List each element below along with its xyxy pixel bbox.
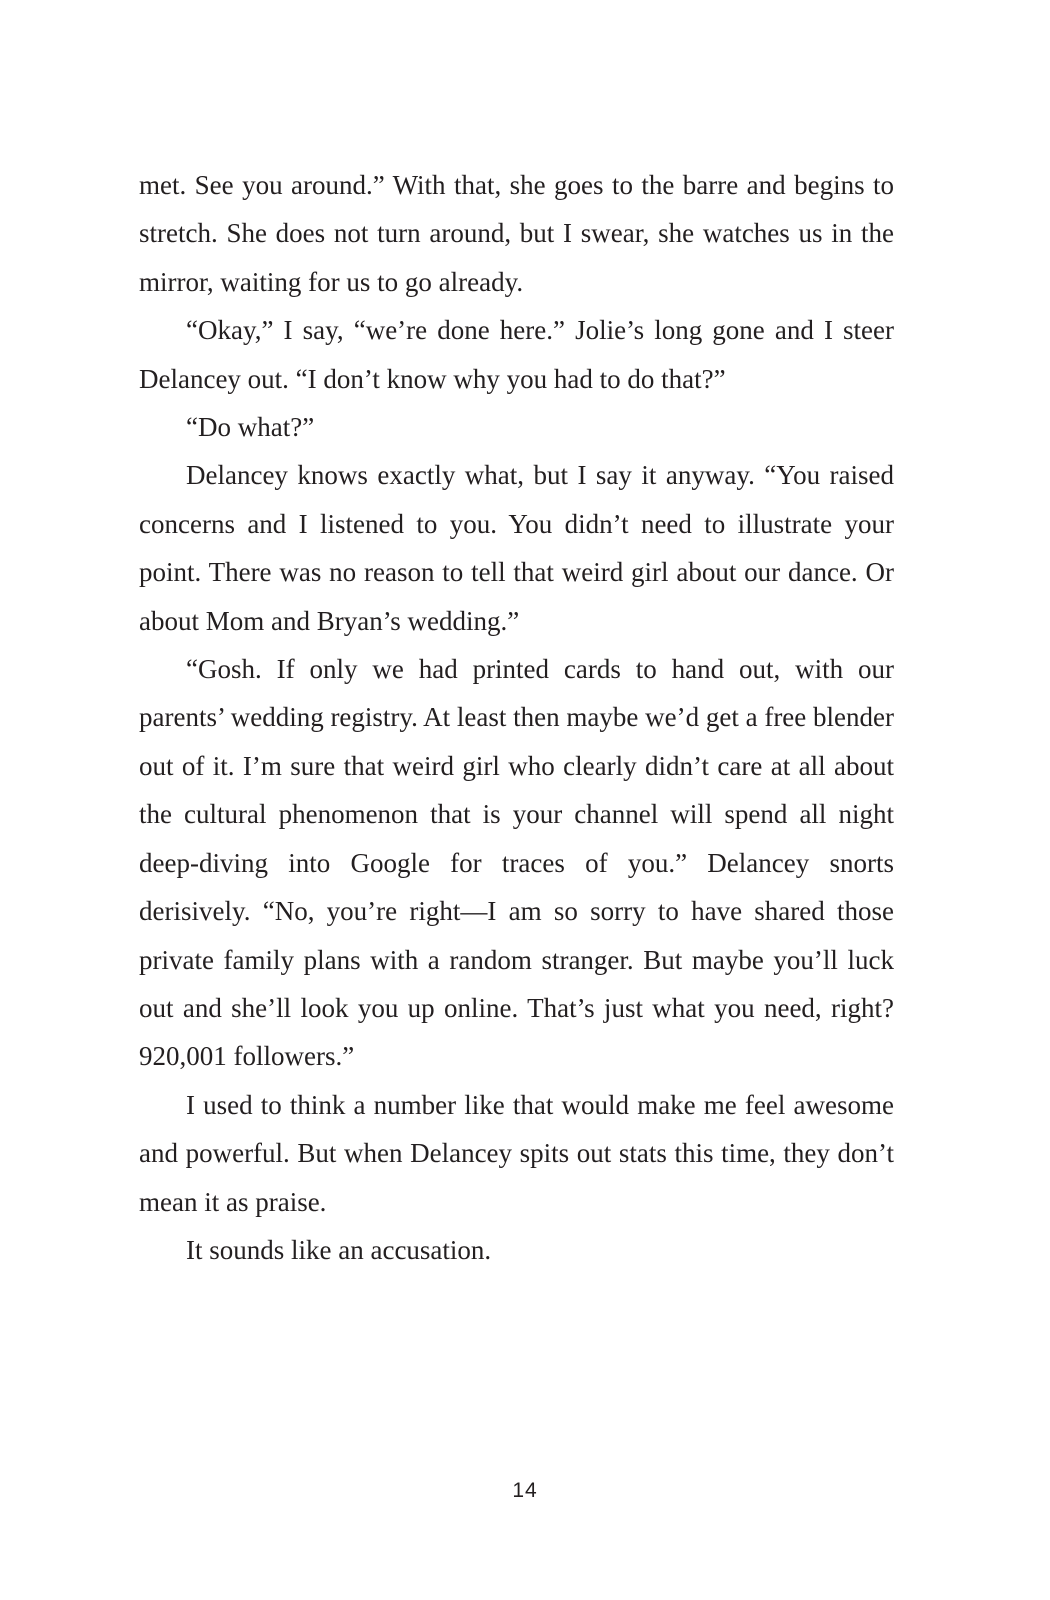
paragraph: “Okay,” I say, “we’re done here.” Jolie’s long gone and I steer Delancey out. “I don’t know why you had to do that?”	[139, 315, 894, 394]
paragraph: Delancey knows exactly what, but I say it anyway. “You raised concerns and I listened to you. You didn’t need to illustrate your point. There was no reason to tell that weird girl about our dance. Or about Mom and Bryan’s wedding.”	[139, 460, 894, 636]
paragraph-continued: met. See you around.” With that, she goes to the barre and begins to stretch. She does not turn around, but I swear, she watches us in the mirror, waiting for us to go already.	[139, 170, 894, 297]
paragraph: “Gosh. If only we had printed cards to hand out, with our parents’ wedding registry. At least then maybe we’d get a free blender out of it. I’m sure that weird girl who clearly didn’t care at all about the cultural phenomenon that is your channel will spend all night deep-diving into Google for traces of you.” Delancey snorts derisively. “No, you’re right—I am so sorry to have shared those private family plans with a random stranger. But maybe you’ll luck out and she’ll look you up online. That’s just what you need, right? 920,001 followers.”	[139, 654, 894, 1072]
body-text	[139, 161, 894, 1274]
paragraph: “Do what?”	[186, 412, 315, 443]
paragraph: I used to think a number like that would make me feel awesome and powerful. But when Delancey spits out stats this time, they don’t mean it as praise.	[139, 1089, 894, 1217]
page-number: 14	[512, 1479, 538, 1502]
paragraph: It sounds like an accusation.	[186, 1234, 492, 1265]
